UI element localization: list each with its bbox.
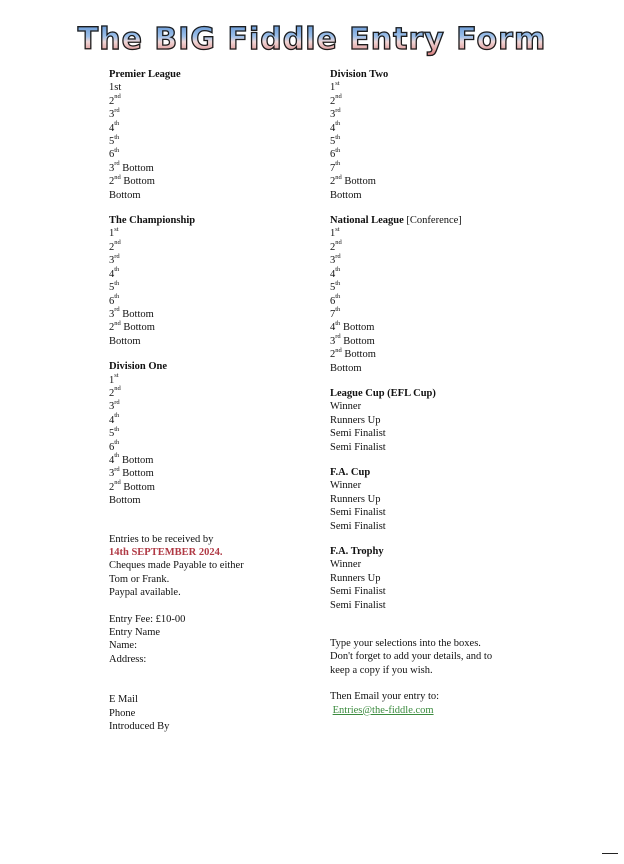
position-number: 1 <box>109 374 115 386</box>
closing-date: 14th SEPTEMBER 2024. <box>109 547 223 558</box>
paypal-line: Paypal available. <box>109 587 181 599</box>
position-number: Bottom <box>109 495 141 507</box>
position-number: 5 <box>330 136 336 148</box>
position-number: 4 <box>109 414 115 426</box>
position-row[interactable] <box>109 135 314 148</box>
position-suffix: rd <box>114 160 120 168</box>
position-suffix: nd <box>114 93 121 101</box>
position-row[interactable] <box>109 148 314 161</box>
position-row[interactable] <box>330 254 570 267</box>
contact-details <box>109 693 314 733</box>
position-row[interactable] <box>109 295 314 308</box>
position-number: Bottom <box>330 189 362 201</box>
position-number: 5 <box>109 136 115 148</box>
position-number: 3 <box>109 109 115 121</box>
position-row[interactable] <box>330 335 570 348</box>
position-row[interactable] <box>109 321 314 334</box>
position-number: 3 <box>330 255 336 267</box>
division-two-rows <box>330 81 570 202</box>
position-suffix: th <box>114 120 120 128</box>
position-number: 3 <box>330 335 336 347</box>
payees-line: Tom or Frank. <box>109 573 170 585</box>
entries-line: Entries to be received by <box>109 533 214 545</box>
position-row[interactable] <box>330 321 570 334</box>
position-suffix: th <box>335 279 341 287</box>
position-number: 2 <box>109 481 115 493</box>
entry-fee: Entry Fee: £10-00 <box>109 613 186 625</box>
email-address-line <box>330 704 570 717</box>
national-league-section <box>330 214 570 375</box>
instructions-line-1: Type your selections into the boxes. <box>330 638 481 650</box>
form-title: The BIG Fiddle Entry Form <box>0 22 624 58</box>
position-number: 4 <box>109 268 115 280</box>
position-number: 1 <box>109 228 115 240</box>
position-suffix: th <box>114 425 120 433</box>
championship-heading: The Championship <box>109 215 196 227</box>
position-row[interactable] <box>109 494 314 507</box>
position-number: Bottom <box>109 335 141 347</box>
cup-selection-row[interactable]: Semi Finalist <box>330 507 386 519</box>
cup-selection-row[interactable]: Runners Up <box>330 414 381 426</box>
position-suffix: st <box>335 225 340 233</box>
position-number: 2 <box>109 322 115 334</box>
position-text: Bottom <box>340 322 375 334</box>
position-row[interactable] <box>330 95 570 108</box>
position-row[interactable] <box>109 481 314 494</box>
position-suffix: th <box>335 306 341 314</box>
position-suffix: th <box>114 412 120 420</box>
position-number: 3 <box>109 255 115 267</box>
spacer <box>109 520 314 533</box>
national-league-heading: National League <box>330 215 404 227</box>
position-row[interactable] <box>109 122 314 135</box>
position-suffix: rd <box>114 106 120 114</box>
cup-selection-row[interactable]: Semi Finalist <box>330 586 386 598</box>
position-suffix: rd <box>114 252 120 260</box>
position-row[interactable] <box>109 281 314 294</box>
name-field[interactable]: Name: <box>109 640 137 652</box>
position-text: Bottom <box>119 308 154 320</box>
position-row[interactable] <box>330 295 570 308</box>
position-text: Bottom <box>341 349 376 361</box>
position-row[interactable] <box>330 122 570 135</box>
position-suffix: rd <box>114 465 120 473</box>
cup-selection-row[interactable]: Semi Finalist <box>330 428 386 440</box>
position-number: 4 <box>109 454 115 466</box>
email-link[interactable]: Entries@the-fiddle.com <box>332 704 434 716</box>
position-row[interactable] <box>109 108 314 121</box>
fa-cup-section <box>330 466 570 533</box>
cup-selection-row[interactable]: Winner <box>330 401 362 413</box>
cup-selection-row[interactable]: Runners Up <box>330 493 381 505</box>
position-suffix: rd <box>114 306 120 314</box>
position-row[interactable] <box>109 454 314 467</box>
introduced-by-field[interactable]: Introduced By <box>109 721 170 733</box>
position-text: Bottom <box>120 176 155 188</box>
position-suffix: nd <box>114 385 121 393</box>
position-number: 6 <box>330 149 336 161</box>
position-row[interactable] <box>330 148 570 161</box>
position-number: 6 <box>109 149 115 161</box>
premier-league-heading: Premier League <box>109 69 181 80</box>
position-suffix: th <box>114 146 120 154</box>
position-number: 3 <box>109 308 115 320</box>
division-two-heading: Division Two <box>330 69 389 80</box>
position-number: 3 <box>109 401 115 413</box>
position-text: Bottom <box>341 176 376 188</box>
championship-rows <box>109 227 314 348</box>
position-suffix: th <box>335 146 341 154</box>
position-row[interactable] <box>330 362 570 375</box>
position-suffix: nd <box>114 239 121 247</box>
page-edge-mark <box>602 853 618 854</box>
position-row[interactable] <box>109 81 314 94</box>
position-number: 7 <box>330 162 336 174</box>
position-suffix: th <box>114 439 120 447</box>
position-row[interactable] <box>330 281 570 294</box>
position-row[interactable] <box>109 175 314 188</box>
position-number: 4 <box>330 322 336 334</box>
position-number: 2 <box>330 95 336 107</box>
position-suffix: rd <box>335 333 341 341</box>
cup-selection-row[interactable]: Semi Finalist <box>330 520 386 532</box>
fa-trophy-rows <box>330 558 570 612</box>
cup-selection-row[interactable]: Semi Finalist <box>330 441 386 453</box>
position-row[interactable] <box>109 254 314 267</box>
cup-selection-row[interactable]: Runners Up <box>330 572 381 584</box>
spacer <box>330 624 570 637</box>
national-league-rows <box>330 227 570 374</box>
position-row[interactable] <box>330 308 570 321</box>
phone-field[interactable]: Phone <box>109 707 136 719</box>
position-row[interactable] <box>330 189 570 202</box>
position-number: 6 <box>330 295 336 307</box>
position-number: 2 <box>109 95 115 107</box>
left-column <box>109 68 314 733</box>
position-suffix: nd <box>114 319 121 327</box>
position-suffix: th <box>335 120 341 128</box>
position-row[interactable] <box>330 162 570 175</box>
instructions-line-2: Don't forget to add your details, and to <box>330 651 493 663</box>
position-suffix: th <box>114 293 120 300</box>
position-row[interactable] <box>109 335 314 348</box>
position-number: 2 <box>330 176 336 188</box>
spacer <box>330 677 570 690</box>
league-cup-heading: League Cup (EFL Cup) <box>330 387 436 399</box>
championship-section <box>109 214 314 348</box>
position-number: Bottom <box>330 362 362 374</box>
fa-cup-heading: F.A. Cup <box>330 466 371 478</box>
position-number: Bottom <box>109 189 141 201</box>
position-number: 2 <box>330 349 336 361</box>
position-row[interactable] <box>330 241 570 254</box>
entry-details <box>109 613 314 667</box>
position-number: 5 <box>109 282 115 294</box>
fa-cup-rows <box>330 479 570 533</box>
position-text: Bottom <box>119 468 154 480</box>
position-row[interactable] <box>109 441 314 454</box>
position-number: 2 <box>109 241 115 253</box>
position-row[interactable] <box>109 227 314 240</box>
entries-info <box>109 533 314 600</box>
position-row[interactable] <box>109 387 314 400</box>
position-row[interactable] <box>330 227 570 240</box>
position-number: 5 <box>330 282 336 294</box>
entry-name-field[interactable]: Entry Name <box>109 627 161 639</box>
division-one-section <box>109 360 314 507</box>
position-text: Bottom <box>340 335 375 347</box>
spacer <box>109 600 314 613</box>
position-suffix: th <box>335 266 341 274</box>
position-row[interactable] <box>109 308 314 321</box>
position-row[interactable] <box>330 108 570 121</box>
position-number: 4 <box>330 122 336 134</box>
position-suffix: rd <box>114 398 120 406</box>
position-text: Bottom <box>119 162 154 174</box>
position-number: 5 <box>109 428 115 440</box>
position-suffix: nd <box>335 173 342 181</box>
position-row[interactable] <box>109 268 314 281</box>
division-two-section <box>330 68 570 202</box>
position-row[interactable] <box>330 135 570 148</box>
position-suffix: th <box>335 319 341 327</box>
position-suffix: nd <box>335 93 342 101</box>
position-number: 7 <box>330 308 336 320</box>
position-suffix: rd <box>335 106 341 114</box>
position-number: 4 <box>330 268 336 280</box>
position-row[interactable] <box>109 427 314 440</box>
position-text: Bottom <box>119 454 154 466</box>
position-suffix: th <box>114 452 120 460</box>
position-suffix: st <box>335 79 340 87</box>
position-row[interactable] <box>109 467 314 480</box>
right-column <box>330 68 570 717</box>
premier-league-section <box>109 68 314 202</box>
position-number: 2 <box>109 387 115 399</box>
position-number: 6 <box>109 441 115 453</box>
position-row[interactable] <box>330 175 570 188</box>
position-number: 2 <box>330 241 336 253</box>
position-text: Bottom <box>120 322 155 334</box>
position-suffix: rd <box>335 252 341 260</box>
division-one-rows <box>109 374 314 508</box>
cup-selection-row[interactable]: Semi Finalist <box>330 599 386 611</box>
position-row[interactable] <box>330 348 570 361</box>
position-row[interactable] <box>109 414 314 427</box>
position-suffix: st <box>114 225 119 233</box>
premier-league-rows <box>109 81 314 202</box>
position-suffix: th <box>335 160 341 168</box>
position-suffix: th <box>114 279 120 287</box>
national-league-heading-suffix: [Conference] <box>403 215 462 227</box>
position-suffix: nd <box>335 239 342 247</box>
position-number: 1 <box>330 228 336 240</box>
position-row[interactable] <box>330 268 570 281</box>
position-row[interactable] <box>109 162 314 175</box>
fa-trophy-section <box>330 545 570 612</box>
email-instruction: Then Email your entry to: <box>330 691 440 703</box>
position-number: 3 <box>330 109 336 121</box>
position-suffix: nd <box>335 346 342 354</box>
position-row[interactable] <box>109 95 314 108</box>
position-row[interactable] <box>109 189 314 202</box>
position-number: 1 <box>330 82 336 94</box>
position-suffix: th <box>114 133 120 141</box>
league-cup-section <box>330 387 570 454</box>
position-number: 6 <box>109 295 115 307</box>
position-row[interactable] <box>330 81 570 94</box>
national-league-heading-line <box>330 214 570 227</box>
position-row[interactable] <box>109 400 314 413</box>
position-number: 4 <box>109 122 115 134</box>
position-suffix: th <box>335 293 341 300</box>
position-number: 2 <box>109 176 115 188</box>
position-suffix: nd <box>114 479 121 487</box>
position-row[interactable] <box>109 241 314 254</box>
instructions <box>330 637 570 717</box>
position-number: 3 <box>109 468 115 480</box>
spacer <box>109 666 314 693</box>
fa-trophy-heading: F.A. Trophy <box>330 546 384 557</box>
position-number: 3 <box>109 162 115 174</box>
position-suffix: th <box>114 266 120 274</box>
position-number: 1st <box>109 82 122 94</box>
cheques-line: Cheques made Payable to either <box>109 560 244 572</box>
position-text: Bottom <box>120 481 155 493</box>
address-field[interactable]: Address: <box>109 653 147 665</box>
position-row[interactable] <box>109 374 314 387</box>
instructions-line-3: keep a copy if you wish. <box>330 664 433 676</box>
division-one-heading: Division One <box>109 361 168 373</box>
league-cup-rows <box>330 400 570 454</box>
cup-selection-row[interactable]: Winner <box>330 480 362 492</box>
position-suffix: th <box>335 133 341 141</box>
cup-selection-row[interactable]: Winner <box>330 559 362 571</box>
position-suffix: st <box>114 372 119 380</box>
position-suffix: nd <box>114 173 121 181</box>
email-field[interactable]: E Mail <box>109 694 138 706</box>
